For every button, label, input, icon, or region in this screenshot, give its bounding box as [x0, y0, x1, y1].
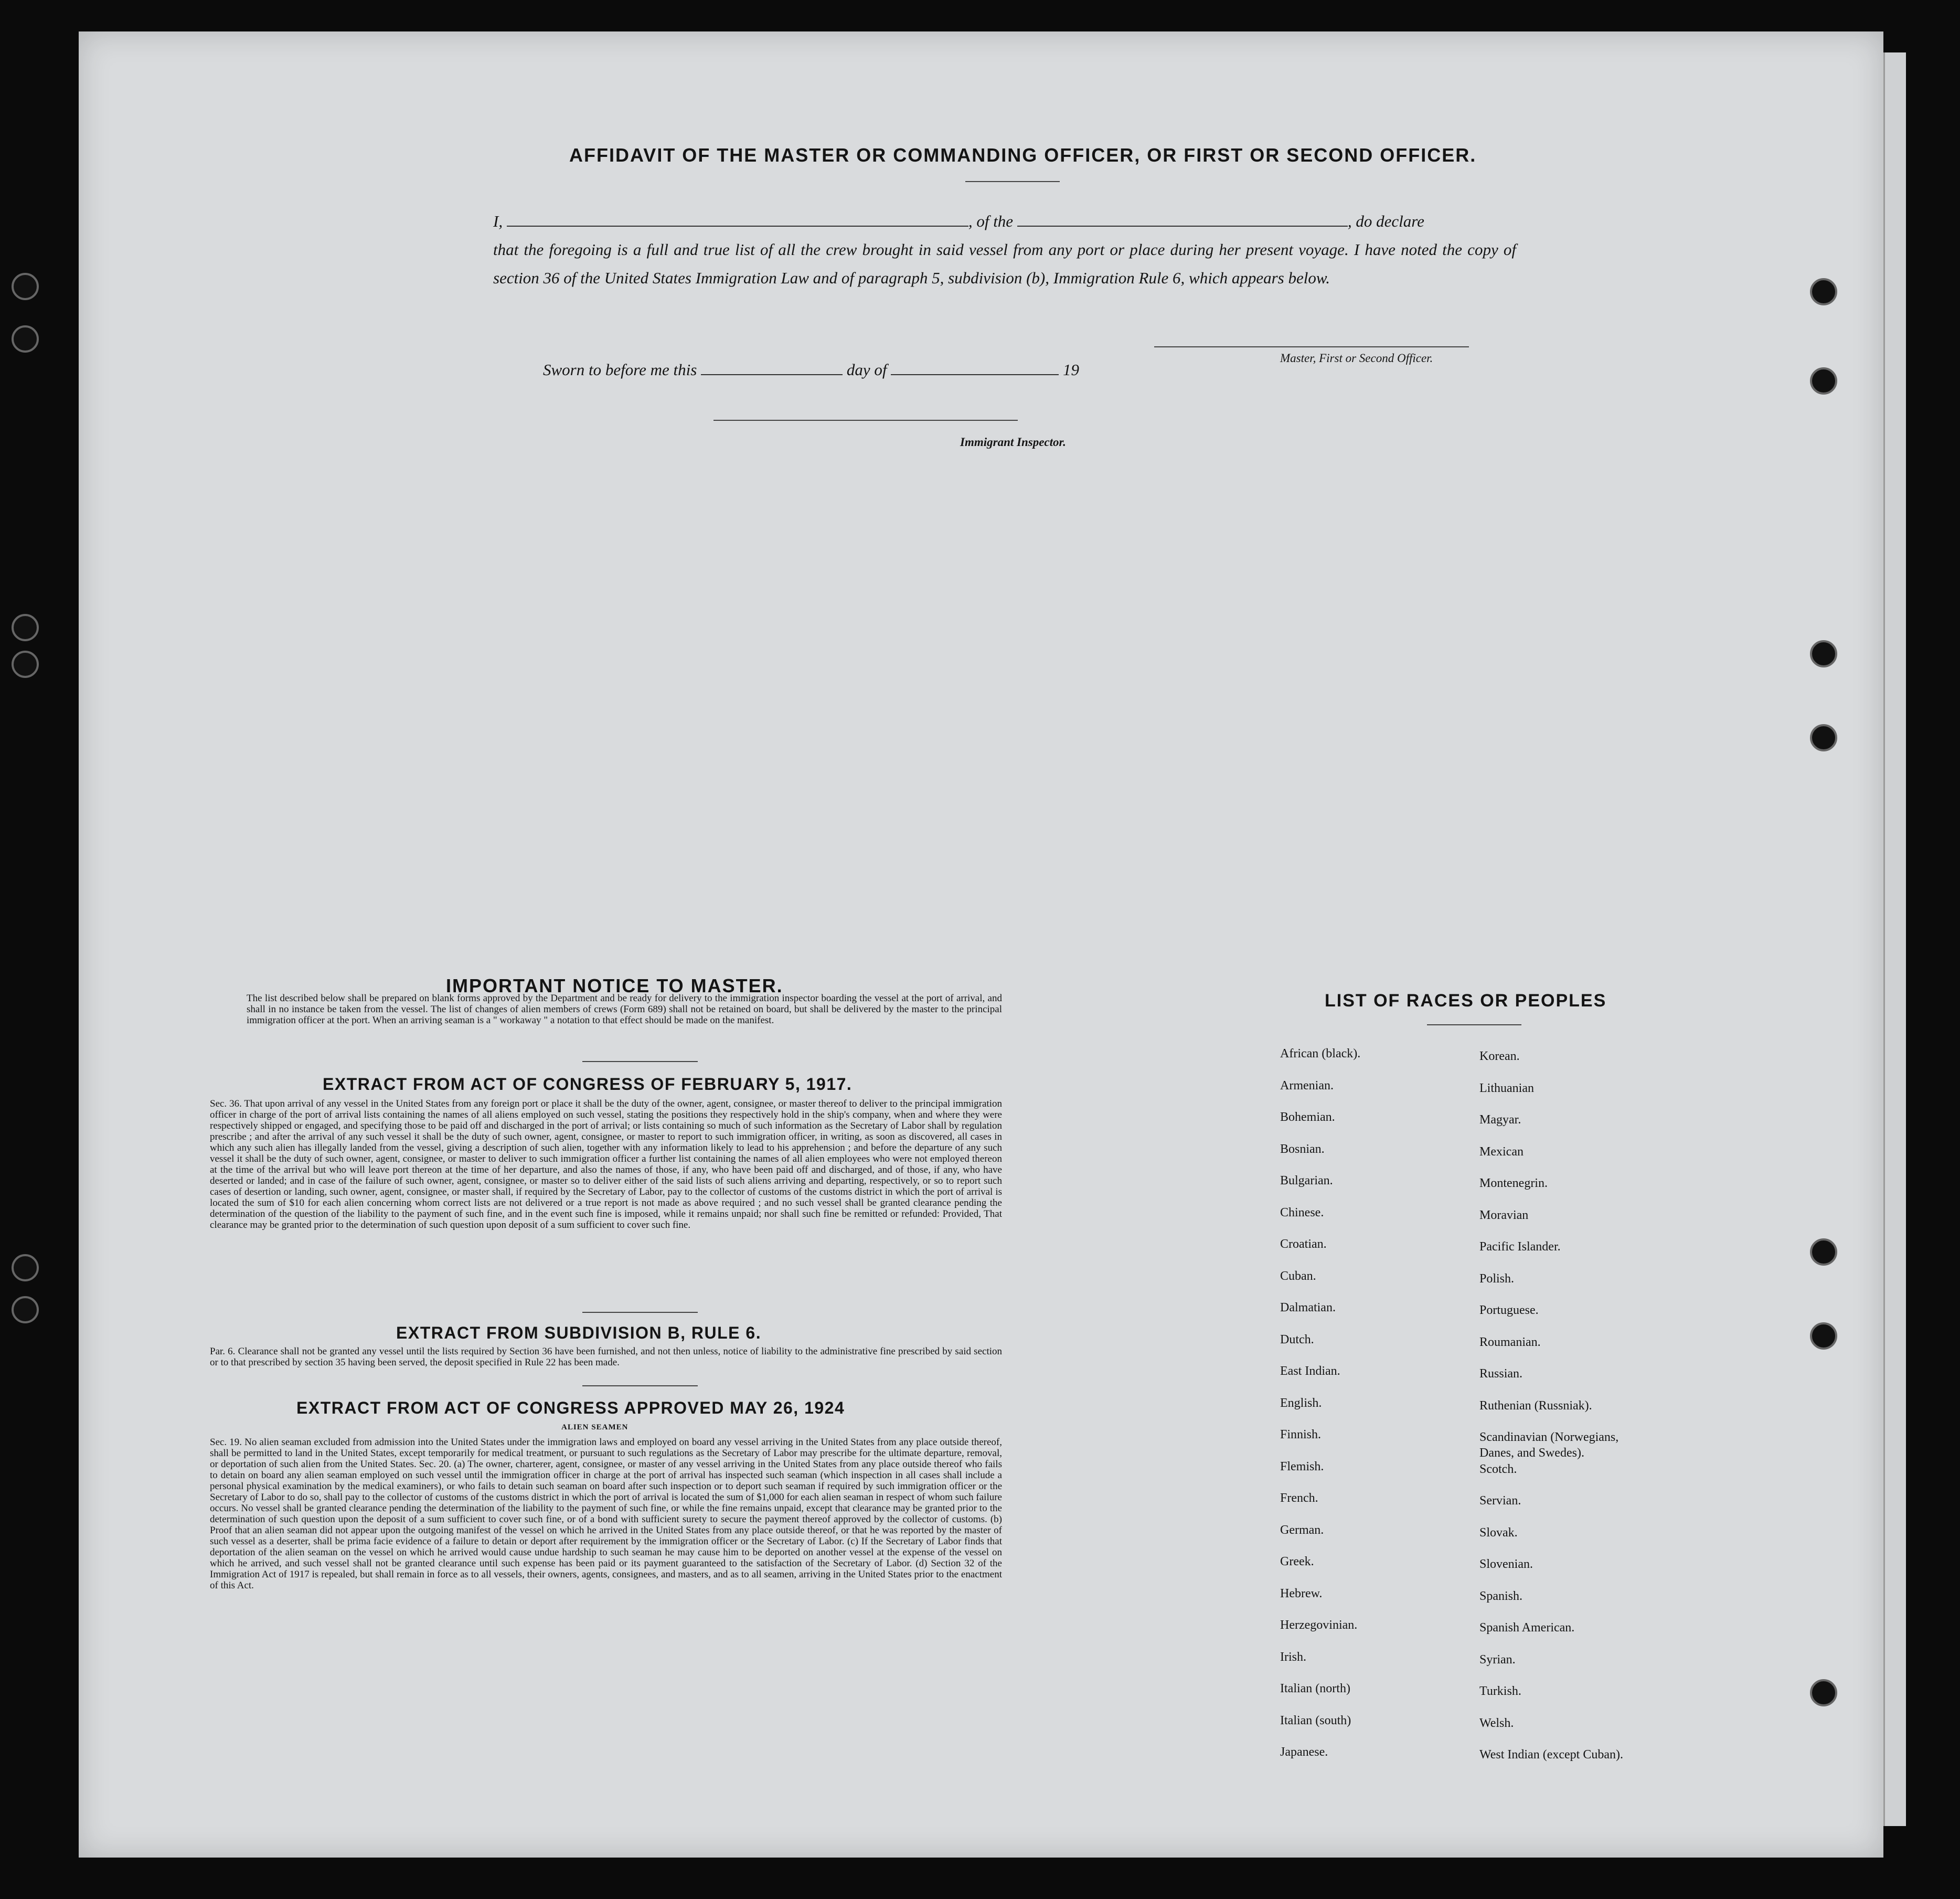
vessel-label: , of the	[968, 212, 1014, 230]
race-item: Pacific Islander.	[1479, 1240, 1561, 1254]
race-item: Finnish.	[1280, 1428, 1322, 1441]
race-item: English.	[1280, 1396, 1322, 1410]
binder-hole	[1810, 640, 1837, 667]
race-item: Bulgarian.	[1280, 1174, 1333, 1187]
declarant-name-field[interactable]	[507, 214, 968, 227]
race-item: Montenegrin.	[1479, 1176, 1548, 1190]
binder-hole	[1810, 1322, 1837, 1350]
race-item: Ruthenian (Russniak).	[1479, 1398, 1592, 1413]
race-item: Polish.	[1479, 1271, 1515, 1286]
races-title: LIST OF RACES OR PEOPLES	[1325, 991, 1607, 1011]
race-item: Dalmatian.	[1280, 1301, 1336, 1314]
race-item: Scandinavian (Norwegians, Danes, and Swedes).	[1479, 1430, 1619, 1460]
binder-hole	[1810, 1238, 1837, 1266]
race-item: Spanish.	[1479, 1589, 1523, 1603]
year-prefix: 19	[1062, 360, 1079, 379]
section-divider	[582, 1385, 698, 1386]
race-item: Welsh.	[1479, 1716, 1514, 1730]
master-signature-line[interactable]	[1154, 346, 1469, 347]
affidavit-title: AFFIDAVIT OF THE MASTER OR COMMANDING OFFICER, OR FIRST OR SECOND OFFICER.	[569, 144, 1477, 166]
race-item: Herzegovinian.	[1280, 1618, 1358, 1632]
race-item: Armenian.	[1280, 1078, 1334, 1092]
race-item: Hebrew.	[1280, 1586, 1323, 1600]
binder-hole	[12, 614, 39, 641]
binder-hole	[12, 325, 39, 353]
binder-hole	[1810, 278, 1837, 305]
race-item: French.	[1280, 1491, 1318, 1505]
binder-hole	[12, 273, 39, 300]
race-item: Servian.	[1479, 1494, 1521, 1508]
race-item: East Indian.	[1280, 1364, 1340, 1378]
race-item: African (black).	[1280, 1047, 1361, 1060]
race-item: Chinese.	[1280, 1205, 1324, 1219]
extract-1917-body: Sec. 36. That upon arrival of any vessel in the United States from any foreign port or place it shall be the duty of the owner, agent, consignee, or master thereof to deliver to the principal immigration officer in charge of the port of arrival lists containing the names of all aliens employed on such vessel, stating the positions they respectively hold in the ship's company, when and where they were respectively shipped or engaged, and specifying those to be paid off and discharged in the port of arrival; or lists containing so much of such information as the Secretary of Labor shall by regulation prescribe ; and after the arrival of any such vessel it shall be the duty of such owner, agent, consignee, or master to report to such immigration officer, in writing, as soon as discovered, all cases in which any such alien has illegally landed from the vessel, giving a description of such alien, together with any information likely to lead to his apprehension ; and before the departure of any such vessel it shall be the duty of such owner, agent, consignee, or master to deliver to such immigration officer a further list containing the names of all alien employees who were not employed thereon at the time of the arrival but who will leave port thereon at the time of her departure, and also the names of those, if any, who have been paid off and discharged, and of those, if any, who have deserted or landed; and in case of the failure of such owner, agent, consignee, or master so to deliver either of the said lists of such aliens arriving and departing, respectively, or so to report such cases of desertion or landing, such owner, agent, consignee, or master shall, if required by the Secretary of Labor, pay to the collector of customs of the customs district in which the port of arrival is located the sum of $10 for each alien concerning whom correct lists are not delivered or a true report is not made as above required ; and no such vessel shall be granted clearance pending the determination of the question of the liability to the payment of such fine, and in the event such fine is imposed, while it remains unpaid; nor shall such fine be remitted or refunded: Provided, That clearance may be granted prior to the determination of such question upon deposit of a sum sufficient to cover such fine.	[210, 1098, 1002, 1230]
race-item: Italian (south)	[1280, 1713, 1351, 1727]
race-item: Spanish American.	[1479, 1621, 1575, 1635]
sworn-day-field[interactable]	[701, 363, 843, 375]
race-item: Slovenian.	[1479, 1557, 1533, 1571]
race-item: Roumanian.	[1479, 1335, 1541, 1349]
race-item: Lithuanian	[1479, 1081, 1534, 1095]
inspector-signature-line[interactable]	[713, 420, 1018, 421]
binder-hole	[1810, 367, 1837, 395]
race-item: Russian.	[1479, 1367, 1523, 1381]
affidavit-text	[493, 207, 1516, 292]
affidavit-line-1	[493, 207, 1516, 236]
race-item: Slovak.	[1479, 1525, 1518, 1540]
extract-1924-body: Sec. 19. No alien seaman excluded from admission into the United States under the immigration laws and employed on board any vessel arriving in the United States from any place outside thereof, shall be permitted to land in the United States, except temporarily for medical treatment, or pursuant to such regulations as the Secretary of Labor may prescribe for the ultimate departure, removal, or deportation of such alien from the United States. Sec. 20. (a) The owner, charterer, agent, consignee, or master of any vessel arriving in the United States from any place outside thereof who fails to detain on board any alien seaman employed on such vessel until the immigration officer in charge at the port of arrival has inspected such seaman (which inspection in all cases shall include a personal physical examination by the medical examiners), or who fails to detain such seaman on board after such inspection or to deport such seaman if required by such immigration officer or the Secretary of Labor to do so, shall pay to the collector of customs of the customs district in which the port of arrival is located the sum of $1,000 for each alien seaman in respect of whom such failure occurs. No vessel shall be granted clearance pending the determination of the liability to the payment of such fine, or while the fine remains unpaid, except that clearance may be granted prior to the determination of such question upon the deposit of a sum sufficient to cover such fine, or of a bond with sufficient surety to secure the payment thereof approved by the collector of customs. (b) Proof that an alien seaman did not appear upon the outgoing manifest of the vessel on which he arrived in the United States from any place outside thereof, or that he was reported by the master of such vessel as a deserter, shall be prima facie evidence of a failure to detain or deport after requirement by the immigration officer or the Secretary of Labor. (c) If the Secretary of Labor finds that deportation of the alien seaman on the vessel on which he arrived would cause undue hardship to such seaman he may cause him to be deported on another vessel at the expense of the vessel on which he arrived, and such vessel shall not be granted clearance until such expense has been paid or its payment guaranteed to the satisfaction of the Secretary of Labor. (d) Section 32 of the Immigration Act of 1917 is repealed, but shall remain in force as to all vessels, their owners, agents, consignees, and masters, and as to all seamen, arriving in the United States prior to the enactment of this Act.	[210, 1437, 1002, 1591]
sworn-month-field[interactable]	[891, 363, 1059, 375]
extract-1924-subtitle: ALIEN SEAMEN	[561, 1423, 629, 1431]
race-item: Bohemian.	[1280, 1110, 1335, 1124]
race-item: Japanese.	[1280, 1745, 1328, 1759]
race-item: Syrian.	[1479, 1652, 1516, 1667]
binder-hole	[1810, 1679, 1837, 1706]
race-item: Cuban.	[1280, 1269, 1316, 1283]
races-underline	[1427, 1024, 1521, 1025]
extract-rule6-body: Par. 6. Clearance shall not be granted any vessel until the lists required by Section 36 have been furnished, and not then unless, notice of liability to the administrative fine prescribed by said section or to that prescribed by section 35 having been served, the deposit specified in Rule 22 has been made.	[210, 1346, 1002, 1368]
extract-rule6-title: EXTRACT FROM SUBDIVISION B, RULE 6.	[396, 1323, 762, 1342]
race-item: Flemish.	[1280, 1459, 1324, 1473]
race-item: Portuguese.	[1479, 1303, 1539, 1317]
declare-label: , do declare	[1347, 212, 1424, 230]
race-item: Italian (north)	[1280, 1682, 1350, 1695]
extract-1924-title: EXTRACT FROM ACT OF CONGRESS APPROVED MAY 26, 1924	[296, 1398, 845, 1417]
notice-title: IMPORTANT NOTICE TO MASTER.	[446, 975, 783, 996]
section-divider	[582, 1061, 698, 1062]
section-divider	[582, 1312, 698, 1313]
race-item: Korean.	[1479, 1049, 1520, 1063]
affidavit-body: that the foregoing is a full and true list of all the crew brought in said vessel from any port or place during her present voyage. I have noted the copy of section 36 of the United States Immigration Law and of paragraph 5, subdivision (b), Immigration Rule 6, which appears below.	[493, 240, 1516, 287]
sworn-line	[543, 356, 1079, 384]
race-item: Bosnian.	[1280, 1142, 1325, 1156]
race-item: Greek.	[1280, 1555, 1314, 1568]
race-item: Irish.	[1280, 1650, 1306, 1664]
master-signature-label: Master, First or Second Officer.	[1280, 352, 1433, 365]
declarant-label: I,	[493, 212, 503, 230]
title-underline	[965, 181, 1060, 182]
sworn-label: Sworn to before me this	[543, 360, 697, 379]
race-item: Croatian.	[1280, 1237, 1327, 1251]
binder-hole	[12, 1254, 39, 1281]
inspector-label: Immigrant Inspector.	[960, 436, 1066, 449]
race-item: Mexican	[1479, 1144, 1524, 1159]
race-item: Turkish.	[1479, 1684, 1521, 1698]
binder-hole	[12, 1296, 39, 1323]
extract-1917-title: EXTRACT FROM ACT OF CONGRESS OF FEBRUARY 5, 1917.	[323, 1075, 853, 1094]
race-item: Dutch.	[1280, 1332, 1314, 1346]
notice-body: The list described below shall be prepared on blank forms approved by the Department and be ready for delivery to the immigration inspector boarding the vessel at the port of arrival, and shall in no instance be taken from the vessel. The list of changes of alien members of crews (Form 689) shall not be retained on board, but shall be delivered by the master to the principal immigration officer at the port. When an arriving seaman is a " workaway " a notation to that effect should be made on the manifest.	[247, 993, 1002, 1026]
vessel-name-field[interactable]	[1017, 214, 1348, 227]
day-of-label: day of	[846, 360, 887, 379]
binder-hole	[1810, 724, 1837, 751]
adjacent-page-edge	[1883, 52, 1906, 1826]
race-item: West Indian (except Cuban).	[1479, 1748, 1623, 1762]
race-item: Magyar.	[1479, 1113, 1521, 1127]
race-item: Scotch.	[1479, 1462, 1517, 1476]
race-item: German.	[1280, 1523, 1324, 1537]
binder-hole	[12, 651, 39, 678]
race-item: Moravian	[1479, 1208, 1529, 1222]
